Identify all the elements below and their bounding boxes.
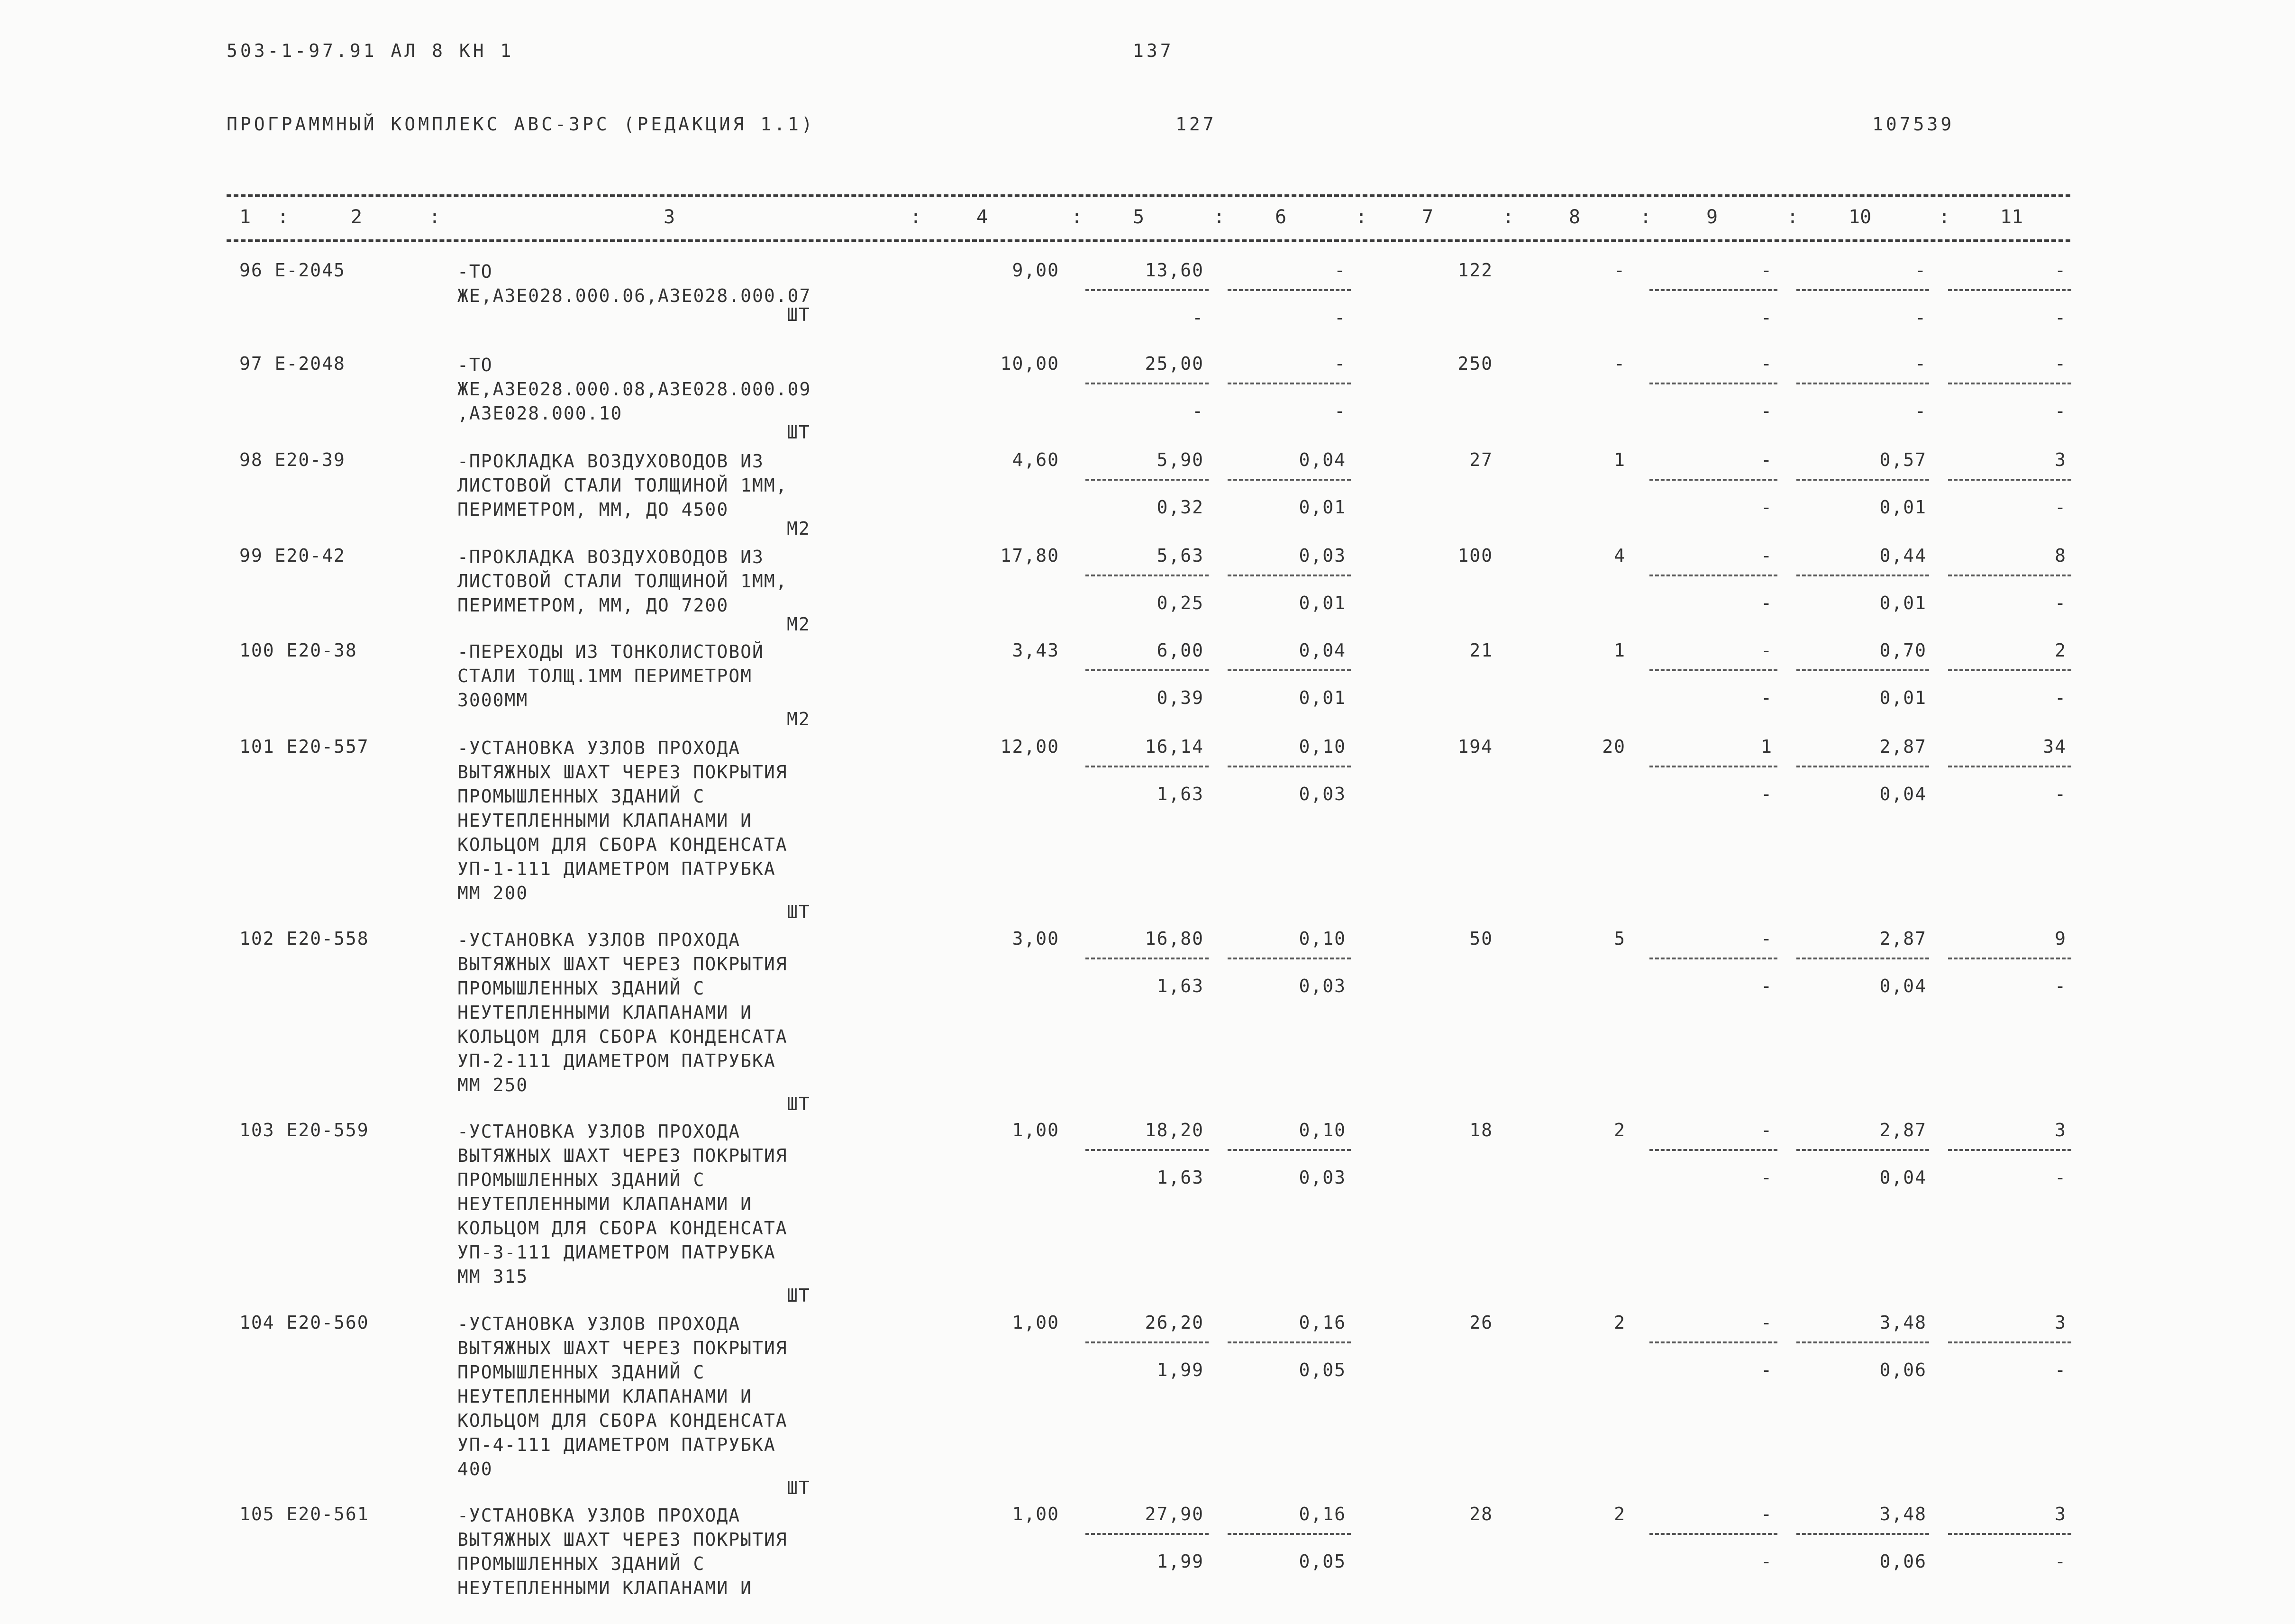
row-unit: М2 xyxy=(787,709,811,730)
column-header-3: 3 xyxy=(664,206,675,228)
subtotal-dashes xyxy=(1649,669,1777,671)
row-subvalue-c6: 0,01 xyxy=(1299,687,1346,708)
row-value-c4: 1,00 xyxy=(1012,1504,1059,1524)
row-description-line: КОЛЬЦОМ ДЛЯ СБОРА КОНДЕНСАТА xyxy=(457,1026,788,1047)
row-description-line: -УСТАНОВКА УЗЛОВ ПРОХОДА xyxy=(457,738,741,758)
row-value-c8: 5 xyxy=(1614,928,1626,949)
row-description-line: -ПЕРЕХОДЫ ИЗ ТОНКОЛИСТОВОЙ xyxy=(457,641,764,662)
row-value-c11: - xyxy=(2055,353,2067,374)
row-value-c5: 5,63 xyxy=(1157,545,1204,566)
subtotal-dashes xyxy=(1649,289,1777,291)
row-number: 101 Е20-557 xyxy=(239,736,369,757)
row-description-line: -УСТАНОВКА УЗЛОВ ПРОХОДА xyxy=(457,1121,741,1142)
row-unit: ШТ xyxy=(787,1285,811,1306)
row-value-c4: 3,43 xyxy=(1012,640,1059,661)
row-subvalue-c11: - xyxy=(2055,401,2067,421)
row-value-c9: - xyxy=(1761,260,1773,281)
row-value-c9: - xyxy=(1761,928,1773,949)
row-subvalue-c5: 1,99 xyxy=(1157,1551,1204,1572)
subtotal-dashes xyxy=(1228,669,1351,671)
row-value-c8: 2 xyxy=(1614,1120,1626,1140)
row-subvalue-c11: - xyxy=(2055,687,2067,708)
row-subvalue-c10: 0,01 xyxy=(1879,497,1927,518)
row-value-c8: - xyxy=(1614,260,1626,281)
row-value-c9: - xyxy=(1761,1120,1773,1140)
row-description-line: -ПРОКЛАДКА ВОЗДУХОВОДОВ ИЗ xyxy=(457,547,764,567)
subtotal-dashes xyxy=(1796,958,1929,959)
row-description-line: ЛИСТОВОЙ СТАЛИ ТОЛЩИНОЙ 1ММ, xyxy=(457,475,788,496)
row-value-c7: 50 xyxy=(1469,928,1493,949)
row-value-c6: 0,03 xyxy=(1299,545,1346,566)
row-description-line: ММ 315 xyxy=(457,1266,528,1287)
row-number: 100 Е20-38 xyxy=(239,640,357,661)
row-subvalue-c6: - xyxy=(1334,401,1346,421)
row-subvalue-c10: 0,06 xyxy=(1879,1551,1927,1572)
row-value-c5: 13,60 xyxy=(1145,260,1204,281)
row-description-line: 400 xyxy=(457,1459,493,1479)
row-description-line: ,А3Е028.000.10 xyxy=(457,403,623,424)
subtotal-dashes xyxy=(1948,479,2071,481)
subtotal-dashes xyxy=(1085,1149,1209,1151)
row-subvalue-c5: - xyxy=(1192,307,1204,328)
row-description-line: НЕУТЕПЛЕННЫМИ КЛАПАНАМИ И xyxy=(457,810,752,831)
row-value-c5: 6,00 xyxy=(1157,640,1204,661)
row-value-c11: 9 xyxy=(2055,928,2067,949)
row-value-c6: 0,10 xyxy=(1299,736,1346,757)
row-value-c11: 3 xyxy=(2055,1120,2067,1140)
row-subvalue-c11: - xyxy=(2055,1359,2067,1380)
row-value-c10: 0,70 xyxy=(1879,640,1927,661)
row-description-line: НЕУТЕПЛЕННЫМИ КЛАПАНАМИ И xyxy=(457,1578,752,1598)
column-separator: : xyxy=(1503,206,1514,228)
subtotal-dashes xyxy=(1228,766,1351,767)
subtotal-dashes xyxy=(1228,289,1351,291)
row-description-line: 3000ММ xyxy=(457,690,528,711)
row-value-c6: 0,10 xyxy=(1299,928,1346,949)
row-number: 98 Е20-39 xyxy=(239,449,346,470)
row-value-c9: - xyxy=(1761,353,1773,374)
row-description-line: ВЫТЯЖНЫХ ШАХТ ЧЕРЕЗ ПОКРЫТИЯ xyxy=(457,762,788,783)
subtotal-dashes xyxy=(1228,1533,1351,1535)
row-description-line: ПРОМЫШЛЕННЫХ ЗДАНИЙ С xyxy=(457,1362,705,1383)
subtotal-dashes xyxy=(1948,1341,2071,1343)
subtotal-dashes xyxy=(1649,479,1777,481)
row-value-c5: 18,20 xyxy=(1145,1120,1204,1140)
column-header-8: 8 xyxy=(1569,206,1581,228)
subtotal-dashes xyxy=(1796,479,1929,481)
subtotal-dashes xyxy=(1649,1341,1777,1343)
row-value-c11: 3 xyxy=(2055,1312,2067,1333)
row-value-c10: 3,48 xyxy=(1879,1504,1927,1524)
series-reference: 503-1-97.91 АЛ 8 КН 1 xyxy=(227,40,514,61)
row-subvalue-c10: 0,06 xyxy=(1879,1359,1927,1380)
row-value-c5: 27,90 xyxy=(1145,1504,1204,1524)
row-description-line: КОЛЬЦОМ ДЛЯ СБОРА КОНДЕНСАТА xyxy=(457,1218,788,1239)
subtotal-dashes xyxy=(1796,1149,1929,1151)
row-value-c8: 4 xyxy=(1614,545,1626,566)
subtotal-dashes xyxy=(1948,669,2071,671)
row-number: 96 Е-2045 xyxy=(239,260,346,281)
column-separator: : xyxy=(1640,206,1652,228)
row-value-c11: 3 xyxy=(2055,1504,2067,1524)
row-value-c10: 0,57 xyxy=(1879,449,1927,470)
row-description-line: ПРОМЫШЛЕННЫХ ЗДАНИЙ С xyxy=(457,978,705,999)
row-subvalue-c9: - xyxy=(1761,307,1773,328)
row-value-c6: - xyxy=(1334,353,1346,374)
row-subvalue-c6: 0,03 xyxy=(1299,784,1346,804)
row-value-c9: 1 xyxy=(1761,736,1773,757)
row-subvalue-c6: 0,01 xyxy=(1299,497,1346,518)
row-subvalue-c9: - xyxy=(1761,1359,1773,1380)
row-value-c6: 0,16 xyxy=(1299,1312,1346,1333)
row-description-line: ВЫТЯЖНЫХ ШАХТ ЧЕРЕЗ ПОКРЫТИЯ xyxy=(457,954,788,975)
row-description-line: ММ 250 xyxy=(457,1075,528,1095)
row-value-c5: 5,90 xyxy=(1157,449,1204,470)
row-value-c10: 3,48 xyxy=(1879,1312,1927,1333)
row-description-line: УП-3-111 ДИАМЕТРОМ ПАТРУБКА xyxy=(457,1242,776,1263)
subtotal-dashes xyxy=(1085,479,1209,481)
subtotal-dashes xyxy=(1948,766,2071,767)
row-description-line: -УСТАНОВКА УЗЛОВ ПРОХОДА xyxy=(457,1505,741,1526)
subtotal-dashes xyxy=(1228,1149,1351,1151)
subtotal-dashes xyxy=(1228,958,1351,959)
row-subvalue-c11: - xyxy=(2055,1551,2067,1572)
row-subvalue-c5: - xyxy=(1192,401,1204,421)
subtotal-dashes xyxy=(1228,1341,1351,1343)
subtotal-dashes xyxy=(1649,958,1777,959)
row-subvalue-c5: 1,63 xyxy=(1157,976,1204,996)
row-subvalue-c5: 0,39 xyxy=(1157,687,1204,708)
row-description-line: ВЫТЯЖНЫХ ШАХТ ЧЕРЕЗ ПОКРЫТИЯ xyxy=(457,1338,788,1359)
row-value-c10: - xyxy=(1915,260,1927,281)
row-subvalue-c11: - xyxy=(2055,307,2067,328)
row-description-line: ЖЕ,А3Е028.000.06,А3Е028.000.07 xyxy=(457,285,811,306)
row-subvalue-c6: 0,01 xyxy=(1299,593,1346,613)
row-subvalue-c9: - xyxy=(1761,1551,1773,1572)
row-subvalue-c9: - xyxy=(1761,1167,1773,1188)
column-separator: : xyxy=(1213,206,1225,228)
row-unit: ШТ xyxy=(787,304,811,325)
row-subvalue-c6: 0,03 xyxy=(1299,976,1346,996)
row-value-c9: - xyxy=(1761,640,1773,661)
column-header-5: 5 xyxy=(1133,206,1145,228)
column-separator: : xyxy=(1071,206,1083,228)
row-value-c7: 26 xyxy=(1469,1312,1493,1333)
row-value-c9: - xyxy=(1761,1504,1773,1524)
table-top-rule xyxy=(227,194,2070,197)
row-value-c6: 0,04 xyxy=(1299,449,1346,470)
row-value-c6: 0,16 xyxy=(1299,1504,1346,1524)
row-subvalue-c11: - xyxy=(2055,593,2067,613)
program-title: ПРОГРАММНЫЙ КОМПЛЕКС АВС-3РС (РЕДАКЦИЯ 1.1) xyxy=(227,114,815,135)
row-subvalue-c9: - xyxy=(1761,687,1773,708)
row-subvalue-c5: 1,63 xyxy=(1157,1167,1204,1188)
row-subvalue-c11: - xyxy=(2055,497,2067,518)
row-unit: М2 xyxy=(787,518,811,539)
row-value-c7: 250 xyxy=(1457,353,1493,374)
row-value-c7: 100 xyxy=(1457,545,1493,566)
row-value-c4: 10,00 xyxy=(1000,353,1059,374)
row-description-line: ПРОМЫШЛЕННЫХ ЗДАНИЙ С xyxy=(457,786,705,807)
row-subvalue-c5: 0,32 xyxy=(1157,497,1204,518)
row-value-c8: 2 xyxy=(1614,1312,1626,1333)
row-value-c11: 8 xyxy=(2055,545,2067,566)
row-value-c8: 1 xyxy=(1614,640,1626,661)
sheet-number: 127 xyxy=(1175,114,1217,135)
row-description-line: ПРОМЫШЛЕННЫХ ЗДАНИЙ С xyxy=(457,1169,705,1190)
subtotal-dashes xyxy=(1948,575,2071,576)
row-subvalue-c6: 0,05 xyxy=(1299,1551,1346,1572)
subtotal-dashes xyxy=(1085,958,1209,959)
row-description-line: УП-4-111 ДИАМЕТРОМ ПАТРУБКА xyxy=(457,1434,776,1455)
column-separator: : xyxy=(1356,206,1367,228)
row-subvalue-c9: - xyxy=(1761,784,1773,804)
row-value-c11: 3 xyxy=(2055,449,2067,470)
row-subvalue-c10: 0,01 xyxy=(1879,593,1927,613)
row-value-c6: 0,10 xyxy=(1299,1120,1346,1140)
row-value-c9: - xyxy=(1761,449,1773,470)
subtotal-dashes xyxy=(1649,575,1777,576)
row-value-c10: 2,87 xyxy=(1879,928,1927,949)
row-value-c6: - xyxy=(1334,260,1346,281)
subtotal-dashes xyxy=(1085,766,1209,767)
row-description-line: НЕУТЕПЛЕННЫМИ КЛАПАНАМИ И xyxy=(457,1194,752,1214)
row-subvalue-c9: - xyxy=(1761,593,1773,613)
subtotal-dashes xyxy=(1228,575,1351,576)
row-description-line: НЕУТЕПЛЕННЫМИ КЛАПАНАМИ И xyxy=(457,1386,752,1407)
row-description-line: КОЛЬЦОМ ДЛЯ СБОРА КОНДЕНСАТА xyxy=(457,1410,788,1431)
row-value-c8: 2 xyxy=(1614,1504,1626,1524)
column-separator: : xyxy=(277,206,289,228)
subtotal-dashes xyxy=(1085,1533,1209,1535)
row-number: 97 Е-2048 xyxy=(239,353,346,374)
row-value-c8: 20 xyxy=(1602,736,1626,757)
row-value-c7: 27 xyxy=(1469,449,1493,470)
row-description-line: -УСТАНОВКА УЗЛОВ ПРОХОДА xyxy=(457,930,741,950)
column-separator: : xyxy=(1787,206,1799,228)
row-value-c4: 1,00 xyxy=(1012,1120,1059,1140)
row-value-c7: 21 xyxy=(1469,640,1493,661)
row-value-c6: 0,04 xyxy=(1299,640,1346,661)
document-number: 107539 xyxy=(1872,114,1955,135)
row-number: 103 Е20-559 xyxy=(239,1120,369,1140)
row-value-c7: 122 xyxy=(1457,260,1493,281)
row-value-c10: - xyxy=(1915,353,1927,374)
row-value-c5: 26,20 xyxy=(1145,1312,1204,1333)
column-header-1: 1 xyxy=(239,206,251,228)
row-subvalue-c9: - xyxy=(1761,401,1773,421)
row-subvalue-c10: 0,01 xyxy=(1879,687,1927,708)
row-subvalue-c9: - xyxy=(1761,497,1773,518)
column-separator: : xyxy=(429,206,441,228)
column-separator: : xyxy=(1939,206,1950,228)
column-header-4: 4 xyxy=(976,206,988,228)
subtotal-dashes xyxy=(1649,1533,1777,1535)
row-value-c9: - xyxy=(1761,1312,1773,1333)
table-header-rule xyxy=(227,239,2070,242)
subtotal-dashes xyxy=(1948,289,2071,291)
row-number: 102 Е20-558 xyxy=(239,928,369,949)
subtotal-dashes xyxy=(1796,575,1929,576)
subtotal-dashes xyxy=(1649,1149,1777,1151)
row-unit: ШТ xyxy=(787,422,811,443)
column-header-6: 6 xyxy=(1275,206,1287,228)
row-description-line: -ТО xyxy=(457,261,493,282)
row-description-line: СТАЛИ ТОЛЩ.1ММ ПЕРИМЕТРОМ xyxy=(457,666,752,686)
row-subvalue-c6: 0,05 xyxy=(1299,1359,1346,1380)
column-header-7: 7 xyxy=(1422,206,1434,228)
row-value-c8: 1 xyxy=(1614,449,1626,470)
row-value-c5: 16,80 xyxy=(1145,928,1204,949)
row-value-c7: 18 xyxy=(1469,1120,1493,1140)
row-value-c11: 2 xyxy=(2055,640,2067,661)
row-value-c7: 194 xyxy=(1457,736,1493,757)
row-subvalue-c10: 0,04 xyxy=(1879,1167,1927,1188)
subtotal-dashes xyxy=(1948,1149,2071,1151)
subtotal-dashes xyxy=(1796,289,1929,291)
row-unit: М2 xyxy=(787,614,811,635)
row-description-line: ММ 200 xyxy=(457,883,528,903)
row-description-line: ПРОМЫШЛЕННЫХ ЗДАНИЙ С xyxy=(457,1553,705,1574)
row-description-line: УП-1-111 ДИАМЕТРОМ ПАТРУБКА xyxy=(457,858,776,879)
column-header-2: 2 xyxy=(351,206,363,228)
row-subvalue-c10: - xyxy=(1915,307,1927,328)
subtotal-dashes xyxy=(1085,383,1209,384)
row-subvalue-c5: 0,25 xyxy=(1157,593,1204,613)
row-number: 104 Е20-560 xyxy=(239,1312,369,1333)
row-value-c11: 34 xyxy=(2043,736,2067,757)
row-description-line: ВЫТЯЖНЫХ ШАХТ ЧЕРЕЗ ПОКРЫТИЯ xyxy=(457,1529,788,1550)
column-separator: : xyxy=(910,206,922,228)
column-header-11: 11 xyxy=(2000,206,2023,228)
subtotal-dashes xyxy=(1228,383,1351,384)
row-value-c10: 2,87 xyxy=(1879,736,1927,757)
row-number: 105 Е20-561 xyxy=(239,1504,369,1524)
subtotal-dashes xyxy=(1796,1533,1929,1535)
row-value-c4: 1,00 xyxy=(1012,1312,1059,1333)
row-subvalue-c11: - xyxy=(2055,1167,2067,1188)
row-number: 99 Е20-42 xyxy=(239,545,346,566)
row-value-c4: 4,60 xyxy=(1012,449,1059,470)
row-description-line: ВЫТЯЖНЫХ ШАХТ ЧЕРЕЗ ПОКРЫТИЯ xyxy=(457,1145,788,1166)
row-value-c11: - xyxy=(2055,260,2067,281)
row-subvalue-c9: - xyxy=(1761,976,1773,996)
row-value-c9: - xyxy=(1761,545,1773,566)
row-description-line: -ПРОКЛАДКА ВОЗДУХОВОДОВ ИЗ xyxy=(457,451,764,472)
row-description-line: УП-2-111 ДИАМЕТРОМ ПАТРУБКА xyxy=(457,1050,776,1071)
row-description-line: НЕУТЕПЛЕННЫМИ КЛАПАНАМИ И xyxy=(457,1002,752,1023)
row-value-c10: 2,87 xyxy=(1879,1120,1927,1140)
row-description-line: ЛИСТОВОЙ СТАЛИ ТОЛЩИНОЙ 1ММ, xyxy=(457,571,788,592)
row-subvalue-c11: - xyxy=(2055,784,2067,804)
row-subvalue-c11: - xyxy=(2055,976,2067,996)
row-subvalue-c10: 0,04 xyxy=(1879,976,1927,996)
row-value-c4: 3,00 xyxy=(1012,928,1059,949)
row-value-c4: 12,00 xyxy=(1000,736,1059,757)
subtotal-dashes xyxy=(1649,766,1777,767)
row-subvalue-c6: 0,03 xyxy=(1299,1167,1346,1188)
row-subvalue-c6: - xyxy=(1334,307,1346,328)
row-subvalue-c10: - xyxy=(1915,401,1927,421)
subtotal-dashes xyxy=(1948,958,2071,959)
row-value-c5: 16,14 xyxy=(1145,736,1204,757)
row-value-c4: 9,00 xyxy=(1012,260,1059,281)
row-description-line: КОЛЬЦОМ ДЛЯ СБОРА КОНДЕНСАТА xyxy=(457,834,788,855)
subtotal-dashes xyxy=(1796,766,1929,767)
row-value-c8: - xyxy=(1614,353,1626,374)
column-header-9: 9 xyxy=(1706,206,1718,228)
row-value-c4: 17,80 xyxy=(1000,545,1059,566)
subtotal-dashes xyxy=(1796,669,1929,671)
row-subvalue-c5: 1,63 xyxy=(1157,784,1204,804)
row-unit: ШТ xyxy=(787,902,811,922)
row-unit: ШТ xyxy=(787,1478,811,1498)
row-subvalue-c10: 0,04 xyxy=(1879,784,1927,804)
subtotal-dashes xyxy=(1085,1341,1209,1343)
row-value-c7: 28 xyxy=(1469,1504,1493,1524)
row-subvalue-c5: 1,99 xyxy=(1157,1359,1204,1380)
row-value-c5: 25,00 xyxy=(1145,353,1204,374)
row-description-line: -УСТАНОВКА УЗЛОВ ПРОХОДА xyxy=(457,1314,741,1334)
subtotal-dashes xyxy=(1948,1533,2071,1535)
subtotal-dashes xyxy=(1796,383,1929,384)
page-number: 137 xyxy=(1133,40,1174,61)
column-header-10: 10 xyxy=(1849,206,1872,228)
row-description-line: ПЕРИМЕТРОМ, ММ, ДО 7200 xyxy=(457,595,729,616)
row-description-line: -ТО xyxy=(457,355,493,375)
row-description-line: ПЕРИМЕТРОМ, ММ, ДО 4500 xyxy=(457,499,729,520)
subtotal-dashes xyxy=(1796,1341,1929,1343)
row-unit: ШТ xyxy=(787,1094,811,1114)
subtotal-dashes xyxy=(1228,479,1351,481)
subtotal-dashes xyxy=(1085,289,1209,291)
row-description-line: ЖЕ,А3Е028.000.08,А3Е028.000.09 xyxy=(457,379,811,400)
subtotal-dashes xyxy=(1948,383,2071,384)
subtotal-dashes xyxy=(1085,669,1209,671)
row-value-c10: 0,44 xyxy=(1879,545,1927,566)
subtotal-dashes xyxy=(1649,383,1777,384)
subtotal-dashes xyxy=(1085,575,1209,576)
